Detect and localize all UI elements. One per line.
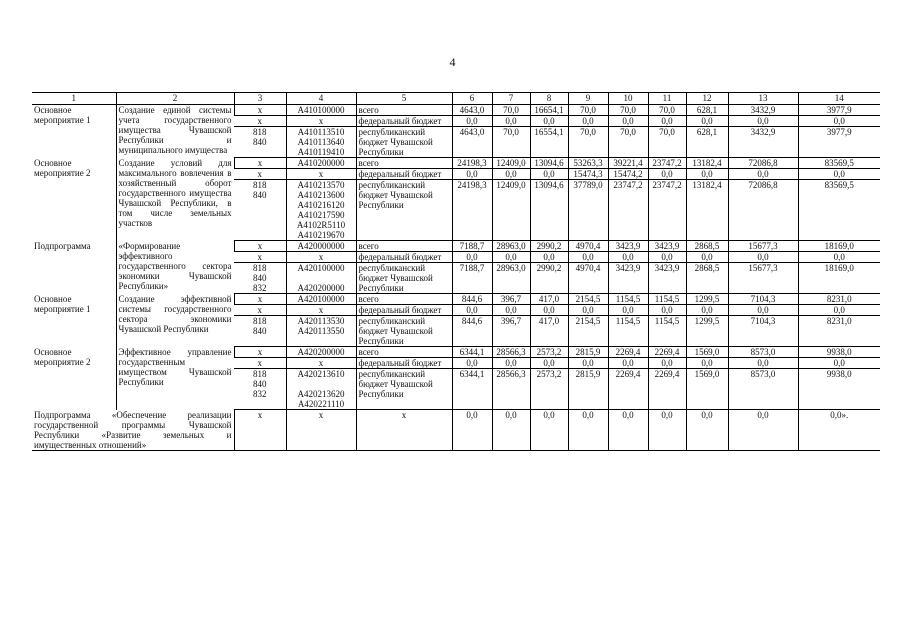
value-cell: 1299,5 bbox=[686, 316, 728, 347]
value-cell: 2269,4 bbox=[648, 369, 686, 410]
value-cell: 15677,3 bbox=[728, 241, 798, 252]
value-cell: 0,0 bbox=[686, 252, 728, 263]
value-cell: 70,0 bbox=[608, 105, 648, 116]
value-cell: 0,0 bbox=[608, 305, 648, 316]
value-cell: 2573,2 bbox=[530, 347, 568, 358]
value-cell: 3977,9 bbox=[798, 105, 880, 116]
code-csr-cell: A410200000 bbox=[286, 158, 356, 169]
value-cell: 1569,0 bbox=[686, 369, 728, 410]
funding-source-cell: всего bbox=[356, 105, 452, 116]
value-cell: 2154,5 bbox=[568, 316, 608, 347]
value-cell: 0,0 bbox=[648, 358, 686, 369]
value-cell: 13182,4 bbox=[686, 158, 728, 169]
code-csr-cell: A410100000 bbox=[286, 105, 356, 116]
value-cell: 0,0 bbox=[530, 410, 568, 451]
value-cell: 23747,2 bbox=[608, 180, 648, 241]
value-cell: 9938,0 bbox=[798, 369, 880, 410]
table-row-final bbox=[32, 410, 880, 451]
funding-source-cell: федеральный бюджет bbox=[356, 358, 452, 369]
value-cell: 0,0 bbox=[452, 116, 492, 127]
value-cell: 0,0 bbox=[568, 410, 608, 451]
value-cell: 4643,0 bbox=[452, 127, 492, 158]
value-cell: 0,0 bbox=[686, 116, 728, 127]
value-cell: 1154,5 bbox=[608, 294, 648, 305]
value-cell: 0,0 bbox=[568, 358, 608, 369]
code-grbs-cell: x bbox=[234, 169, 286, 180]
code-csr-cell: A410213570 A410213600 A410216120 A410217590 A4102R5110 A410219670 bbox=[286, 180, 356, 241]
code-csr-cell: x bbox=[286, 358, 356, 369]
column-header-6: 6 bbox=[452, 93, 492, 105]
code-csr-cell: A410113510 A410113640 A410119410 bbox=[286, 127, 356, 158]
column-header-5: 5 bbox=[356, 93, 452, 105]
value-cell: 70,0 bbox=[568, 105, 608, 116]
value-cell: 12409,0 bbox=[492, 180, 530, 241]
item-type-cell: Основное мероприятие 2 bbox=[34, 157, 91, 178]
value-cell: 2154,5 bbox=[568, 294, 608, 305]
code-csr-cell: A420213610 A420213620 A420221110 bbox=[286, 369, 356, 410]
value-cell: 0,0 bbox=[798, 305, 880, 316]
funding-source-cell: республиканский бюджет Чувашской Республики bbox=[356, 127, 452, 158]
item-type-cell: Основное мероприятие 1 bbox=[34, 105, 91, 125]
value-cell: 24198,3 bbox=[452, 158, 492, 169]
funding-source-cell: республиканский бюджет Чувашской Республики bbox=[356, 263, 452, 294]
item-name-cell: Создание эффективной системы государственного сектора экономики Чувашской Республики bbox=[116, 294, 234, 347]
value-cell: 0,0 bbox=[648, 305, 686, 316]
value-cell: 0,0 bbox=[568, 305, 608, 316]
value-cell: 0,0 bbox=[728, 358, 798, 369]
value-cell: 0,0 bbox=[608, 358, 648, 369]
value-cell: 37789,0 bbox=[568, 180, 608, 241]
item-name-cell: Создание единой системы учета государственного имущества Чувашской Республики и муниципального имущества bbox=[116, 105, 234, 158]
value-cell: 28963,0 bbox=[492, 241, 530, 252]
value-cell: 7104,3 bbox=[728, 316, 798, 347]
value-cell: 0,0 bbox=[798, 358, 880, 369]
table-row bbox=[32, 241, 880, 252]
code-grbs-cell: x bbox=[234, 116, 286, 127]
value-cell: 0,0 bbox=[452, 305, 492, 316]
column-header-3: 3 bbox=[234, 93, 286, 105]
value-cell: 0,0 bbox=[648, 410, 686, 451]
value-cell: 13182,4 bbox=[686, 180, 728, 241]
code-grbs-cell: x bbox=[234, 294, 286, 305]
value-cell: 0,0 bbox=[648, 169, 686, 180]
value-cell: 844,6 bbox=[452, 294, 492, 305]
value-cell: 0,0 bbox=[686, 410, 728, 451]
code-csr-cell: x bbox=[286, 410, 356, 451]
value-cell: 15677,3 bbox=[728, 263, 798, 294]
value-cell: 6344,1 bbox=[452, 347, 492, 358]
funding-source-cell: федеральный бюджет bbox=[356, 252, 452, 263]
value-cell: 2868,5 bbox=[686, 241, 728, 252]
value-cell: 2269,4 bbox=[608, 347, 648, 358]
value-cell: 70,0 bbox=[568, 127, 608, 158]
value-cell: 9938,0 bbox=[798, 347, 880, 358]
code-grbs-cell: 818 840 832 bbox=[234, 263, 286, 294]
code-grbs-cell: x bbox=[234, 252, 286, 263]
value-cell: 2815,9 bbox=[568, 347, 608, 358]
item-type-cell: Основное мероприятие 2 bbox=[34, 346, 91, 367]
code-grbs-cell: 818 840 832 bbox=[234, 369, 286, 410]
value-cell: 3423,9 bbox=[608, 241, 648, 252]
code-grbs-cell: x bbox=[234, 347, 286, 358]
item-name-cell: «Формирование эффективного государственного сектора экономики Чувашской Республики» bbox=[116, 241, 234, 294]
code-grbs-cell: x bbox=[234, 358, 286, 369]
value-cell: 1299,5 bbox=[686, 294, 728, 305]
value-cell: 4970,4 bbox=[568, 241, 608, 252]
value-cell: 0,0 bbox=[728, 410, 798, 451]
column-header-9: 9 bbox=[568, 93, 608, 105]
value-cell: 53263,3 bbox=[568, 158, 608, 169]
value-cell: 1154,5 bbox=[648, 316, 686, 347]
value-cell: 0,0 bbox=[452, 410, 492, 451]
item-type-cell: Основное мероприятие 1 bbox=[34, 293, 91, 314]
value-cell: 2573,2 bbox=[530, 369, 568, 410]
value-cell: 0,0 bbox=[492, 410, 530, 451]
item-type-cell: Подпрограмма bbox=[34, 240, 91, 251]
value-cell: 0,0 bbox=[798, 252, 880, 263]
column-header-7: 7 bbox=[492, 93, 530, 105]
code-csr-cell: x bbox=[286, 305, 356, 316]
value-cell: 0,0 bbox=[530, 116, 568, 127]
value-cell: 70,0 bbox=[492, 127, 530, 158]
funding-source-cell: всего bbox=[356, 241, 452, 252]
column-header-12: 12 bbox=[686, 93, 728, 105]
code-csr-cell: A420100000 A420200000 bbox=[286, 263, 356, 294]
value-cell: 0,0 bbox=[608, 252, 648, 263]
funding-source-cell: федеральный бюджет bbox=[356, 169, 452, 180]
value-cell: 1154,5 bbox=[608, 316, 648, 347]
value-cell: 39221,4 bbox=[608, 158, 648, 169]
value-cell: 0,0 bbox=[568, 252, 608, 263]
funding-source-cell: всего bbox=[356, 347, 452, 358]
value-cell: 4643,0 bbox=[452, 105, 492, 116]
funding-source-cell: всего bbox=[356, 294, 452, 305]
value-cell: 83569,5 bbox=[798, 158, 880, 169]
value-cell: 3977,9 bbox=[798, 127, 880, 158]
budget-table bbox=[32, 92, 880, 451]
value-cell: 0,0 bbox=[530, 169, 568, 180]
table-row bbox=[32, 347, 880, 358]
value-cell: 70,0 bbox=[648, 105, 686, 116]
value-cell: 16654,1 bbox=[530, 105, 568, 116]
value-cell: 3423,9 bbox=[608, 263, 648, 294]
value-cell: 0,0 bbox=[452, 358, 492, 369]
value-cell: 8231,0 bbox=[798, 294, 880, 305]
code-grbs-cell: 818 840 bbox=[234, 316, 286, 347]
value-cell: 0,0 bbox=[648, 252, 686, 263]
value-cell: 72086,8 bbox=[728, 180, 798, 241]
value-cell: 0,0 bbox=[452, 169, 492, 180]
value-cell: 8231,0 bbox=[798, 316, 880, 347]
final-subprogram-cell: Подпрограмма «Обеспечение реализации государственной программы Чувашской Республики «Развитие земельных и имущественных отношений» bbox=[32, 410, 234, 451]
value-cell: 2815,9 bbox=[568, 369, 608, 410]
code-grbs-cell: x bbox=[234, 105, 286, 116]
page-number: 4 bbox=[449, 55, 456, 69]
value-cell: 8573,0 bbox=[728, 369, 798, 410]
value-cell: 0,0 bbox=[530, 358, 568, 369]
value-cell: 7188,7 bbox=[452, 263, 492, 294]
table-row bbox=[32, 158, 880, 169]
value-cell: 7188,7 bbox=[452, 241, 492, 252]
value-cell: 3423,9 bbox=[648, 241, 686, 252]
value-cell: 15474,2 bbox=[608, 169, 648, 180]
value-cell: 2990,2 bbox=[530, 263, 568, 294]
value-cell: 0,0 bbox=[568, 116, 608, 127]
column-header-11: 11 bbox=[648, 93, 686, 105]
value-cell: 628,1 bbox=[686, 105, 728, 116]
code-csr-cell: A420000000 bbox=[286, 241, 356, 252]
value-cell: 0,0 bbox=[798, 116, 880, 127]
value-cell: 0,0 bbox=[492, 116, 530, 127]
column-header-13: 13 bbox=[728, 93, 798, 105]
funding-source-cell: республиканский бюджет Чувашской Республики bbox=[356, 316, 452, 347]
code-grbs-cell: 818 840 bbox=[234, 127, 286, 158]
value-cell: 0,0 bbox=[492, 169, 530, 180]
value-cell: 4970,4 bbox=[568, 263, 608, 294]
value-cell: 72086,8 bbox=[728, 158, 798, 169]
value-cell: 2269,4 bbox=[608, 369, 648, 410]
column-header-10: 10 bbox=[608, 93, 648, 105]
value-cell: 1569,0 bbox=[686, 347, 728, 358]
value-cell: 6344,1 bbox=[452, 369, 492, 410]
value-cell: 0,0 bbox=[728, 252, 798, 263]
value-cell: 7104,3 bbox=[728, 294, 798, 305]
code-csr-cell: x bbox=[286, 252, 356, 263]
funding-source-cell: республиканский бюджет Чувашской Республики bbox=[356, 180, 452, 241]
value-cell: 23747,2 bbox=[648, 180, 686, 241]
item-name-cell: Эффективное управление государственным имуществом Чувашской Республики bbox=[116, 347, 234, 410]
value-cell: 628,1 bbox=[686, 127, 728, 158]
code-grbs-cell: 818 840 bbox=[234, 180, 286, 241]
value-cell: 70,0 bbox=[492, 105, 530, 116]
funding-source-cell: федеральный бюджет bbox=[356, 305, 452, 316]
value-cell: 24198,3 bbox=[452, 180, 492, 241]
funding-source-cell: республиканский бюджет Чувашской Республики bbox=[356, 369, 452, 410]
value-cell: 1154,5 bbox=[648, 294, 686, 305]
value-cell: 18169,0 bbox=[798, 241, 880, 252]
value-cell: 15474,3 bbox=[568, 169, 608, 180]
value-cell: 0,0 bbox=[492, 252, 530, 263]
value-cell: 396,7 bbox=[492, 294, 530, 305]
code-grbs-cell: x bbox=[234, 158, 286, 169]
code-csr-cell: x bbox=[286, 116, 356, 127]
value-cell: 0,0 bbox=[728, 169, 798, 180]
code-grbs-cell: x bbox=[234, 241, 286, 252]
value-cell: 0,0 bbox=[452, 252, 492, 263]
value-cell: 0,0 bbox=[686, 305, 728, 316]
value-cell: 0,0 bbox=[492, 305, 530, 316]
column-header-2: 2 bbox=[116, 93, 234, 105]
value-cell: 0,0 bbox=[798, 169, 880, 180]
code-csr-cell: x bbox=[286, 169, 356, 180]
code-csr-cell: A420200000 bbox=[286, 347, 356, 358]
table-body bbox=[32, 105, 880, 451]
value-cell: 417,0 bbox=[530, 316, 568, 347]
value-cell: 0,0 bbox=[728, 305, 798, 316]
value-cell: 23747,2 bbox=[648, 158, 686, 169]
value-cell: 396,7 bbox=[492, 316, 530, 347]
value-cell: 417,0 bbox=[530, 294, 568, 305]
value-cell: 0,0 bbox=[492, 358, 530, 369]
value-cell: 70,0 bbox=[648, 127, 686, 158]
value-cell: 8573,0 bbox=[728, 347, 798, 358]
value-cell: 0,0». bbox=[798, 410, 880, 451]
value-cell: 18169,0 bbox=[798, 263, 880, 294]
value-cell: 0,0 bbox=[728, 116, 798, 127]
value-cell: 0,0 bbox=[686, 169, 728, 180]
value-cell: 844,6 bbox=[452, 316, 492, 347]
value-cell: 0,0 bbox=[530, 305, 568, 316]
value-cell: 13094,6 bbox=[530, 158, 568, 169]
funding-source-cell: x bbox=[356, 410, 452, 451]
value-cell: 28566,3 bbox=[492, 369, 530, 410]
value-cell: 2990,2 bbox=[530, 241, 568, 252]
code-grbs-cell: x bbox=[234, 305, 286, 316]
value-cell: 0,0 bbox=[648, 116, 686, 127]
value-cell: 13094,6 bbox=[530, 180, 568, 241]
value-cell: 28963,0 bbox=[492, 263, 530, 294]
value-cell: 28566,3 bbox=[492, 347, 530, 358]
value-cell: 3432,9 bbox=[728, 105, 798, 116]
table-header bbox=[32, 93, 880, 105]
value-cell: 2269,4 bbox=[648, 347, 686, 358]
value-cell: 70,0 bbox=[608, 127, 648, 158]
code-csr-cell: A420113530 A420113550 bbox=[286, 316, 356, 347]
column-header-1: 1 bbox=[32, 93, 116, 105]
value-cell: 3423,9 bbox=[648, 263, 686, 294]
value-cell: 2868,5 bbox=[686, 263, 728, 294]
code-csr-cell: A420100000 bbox=[286, 294, 356, 305]
item-name-cell: Создание условий для максимального вовлечения в хозяйственный оборот государственного имущества Чувашской Республики, в том числе земельных участков bbox=[116, 158, 234, 241]
value-cell: 83569,5 bbox=[798, 180, 880, 241]
value-cell: 3432,9 bbox=[728, 127, 798, 158]
funding-source-cell: всего bbox=[356, 158, 452, 169]
value-cell: 0,0 bbox=[686, 358, 728, 369]
value-cell: 0,0 bbox=[608, 410, 648, 451]
column-header-14: 14 bbox=[798, 93, 880, 105]
value-cell: 12409,0 bbox=[492, 158, 530, 169]
value-cell: 16554,1 bbox=[530, 127, 568, 158]
funding-source-cell: федеральный бюджет bbox=[356, 116, 452, 127]
column-header-8: 8 bbox=[530, 93, 568, 105]
value-cell: 0,0 bbox=[530, 252, 568, 263]
table-row bbox=[32, 105, 880, 116]
table-row bbox=[32, 294, 880, 305]
code-grbs-cell: x bbox=[234, 410, 286, 451]
value-cell: 0,0 bbox=[608, 116, 648, 127]
column-header-4: 4 bbox=[286, 93, 356, 105]
